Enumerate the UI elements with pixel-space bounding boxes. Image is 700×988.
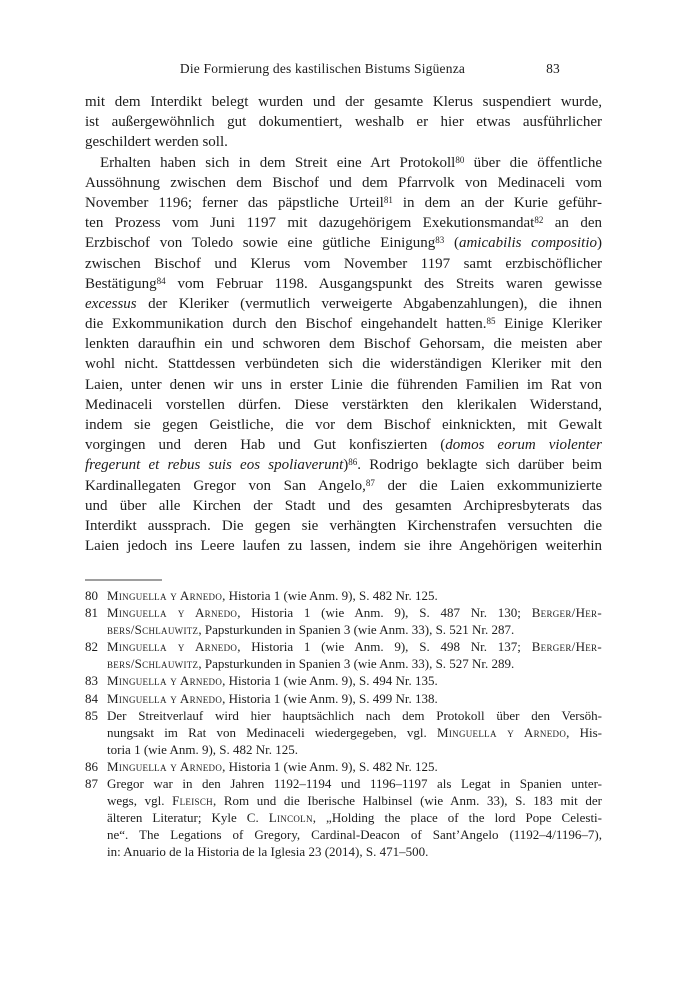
footnote-text: [107, 587, 602, 604]
text-line: [107, 690, 602, 707]
footnote-number: 83: [85, 673, 98, 689]
text-segment: , Papsturkunden in Spanien 3 (wie Anm. 33), S. 527 Nr. 289.: [198, 656, 515, 672]
text-line: [85, 455, 602, 475]
footnote-number: 81: [85, 605, 98, 621]
text-line: [85, 92, 602, 112]
italic-text: fregerunt et rebus suis eos spoliaverunt: [85, 457, 344, 474]
text-line: [85, 112, 602, 132]
smallcaps-text: bers/Schlauwitz: [107, 622, 199, 638]
text-segment: in dem an der Kurie geführ-: [392, 194, 602, 211]
text-line: [85, 193, 602, 213]
text-segment: die Exkommunikation durch den Bischof eingehandelt hatten.: [85, 316, 487, 333]
text-line: [107, 587, 602, 604]
italic-text: domos eorum violenter: [445, 437, 603, 454]
footnote-text: [107, 690, 602, 707]
footnote-ref: 85: [486, 316, 496, 327]
text-segment: , Historia 1 (wie Anm. 9), S. 487 Nr. 130;: [237, 605, 532, 621]
text-segment: , „Holding the place of the lord Pope Celesti-: [312, 810, 602, 826]
footnote-text: [107, 638, 602, 672]
smallcaps-text: Minguella y Arnedo: [107, 758, 223, 774]
footnote-ref: 86: [348, 457, 358, 468]
text-segment: Interdikt aussprach. Die gegen sie verhängten Kirchenstrafen versuchten die: [85, 517, 602, 534]
footnote-item: [85, 604, 602, 638]
text-line: [107, 707, 602, 724]
text-line: [85, 132, 602, 152]
text-segment: nungsakt im Rat von Medinaceli wiedergegeben, vgl.: [107, 724, 437, 740]
text-segment: Laien, unter denen wir uns in erster Linie die führenden Familien im Rat von: [85, 376, 602, 393]
text-segment: Einige Kleriker: [495, 316, 602, 333]
italic-text: amicabilis compositio: [458, 235, 598, 252]
text-segment: toria 1 (wie Anm. 9), S. 482 Nr. 125.: [107, 741, 299, 757]
text-segment: indem sie gegen Geistliche, die vor dem Bischof einknickten, mit Gewalt: [85, 417, 602, 433]
text-line: [85, 173, 602, 193]
text-segment: , Historia 1 (wie Anm. 9), S. 482 Nr. 125.: [222, 758, 438, 774]
text-segment: ten Prozess vom Juni 1197 mit dazugehörigem Exekutionsmandat: [85, 215, 535, 232]
smallcaps-text: Minguella y Arnedo: [437, 724, 567, 740]
text-line: [85, 354, 602, 374]
text-line: [85, 395, 602, 415]
smallcaps-text: Minguella y Arnedo: [107, 605, 238, 621]
text-line: [107, 775, 602, 792]
text-line: [107, 741, 602, 758]
text-segment: lenkten daraufhin ein und schworen dem Bischof Gehorsam, die meisten aber: [85, 336, 602, 353]
smallcaps-text: Minguella y Arnedo: [107, 588, 223, 603]
text-segment: Aussöhnung zwischen dem Bischof und dem Pfarrvolk von Medinaceli vom: [85, 174, 602, 191]
text-line: [85, 153, 602, 173]
text-line: [85, 375, 602, 395]
footnote-text: [107, 672, 602, 689]
text-line: [85, 213, 602, 233]
running-head: [85, 60, 560, 78]
text-line: [107, 621, 602, 638]
smallcaps-text: Berger/Her-: [531, 639, 602, 655]
footnotes-section: [85, 587, 602, 861]
footnote-text: [107, 758, 602, 775]
page-number: 83: [546, 61, 560, 76]
text-segment: der Kleriker (vermutlich verweigerte Abgabenzahlungen), die ihnen: [136, 295, 602, 312]
text-segment: , His-: [566, 724, 603, 740]
smallcaps-text: Fleisch: [172, 793, 213, 809]
smallcaps-text: Minguella y Arnedo: [107, 639, 238, 655]
text-segment: über die öffentliche: [464, 154, 602, 171]
footnote-text: [107, 604, 602, 638]
text-segment: Kardinallegaten Gregor von San Angelo,: [85, 477, 366, 494]
text-segment: wegs, vgl.: [107, 793, 173, 809]
text-line: [107, 758, 602, 775]
text-segment: älteren Literatur; Kyle C.: [107, 810, 269, 826]
text-line: [107, 843, 602, 860]
text-segment: (: [444, 235, 459, 252]
text-line: [107, 792, 602, 809]
text-line: [85, 233, 602, 253]
text-segment: ist außergewöhnlich gut dokumentiert, weshalb er hier etwas ausführlicher: [85, 114, 602, 131]
footnote-item: [85, 672, 602, 689]
text-segment: Medinaceli vorstellen dürfen. Diese verstärkten den klerikalen Widerstand,: [85, 396, 602, 413]
text-segment: . Rodrigo beklagte sich darüber beim: [357, 457, 603, 474]
text-line: [85, 254, 602, 274]
footnote-text: [107, 775, 602, 860]
text-segment: mit dem Interdikt belegt wurden und der gesamte Klerus suspendiert wurde,: [85, 94, 602, 110]
text-line: [107, 672, 602, 689]
text-segment: zwischen Bischof und Klerus vom November 1197 samt erzbischöflicher: [85, 255, 602, 272]
text-segment: wohl nicht. Stattdessen verbündeten sich die widerständigen Kleriker mit den: [85, 356, 602, 373]
paragraph: [85, 153, 602, 557]
smallcaps-text: Minguella y Arnedo: [107, 673, 223, 689]
footnote-item: [85, 775, 602, 860]
text-line: [85, 435, 602, 455]
text-segment: , Historia 1 (wie Anm. 9), S. 499 Nr. 138.: [222, 690, 438, 706]
footnote-number: 85: [85, 707, 98, 723]
text-segment: ): [343, 457, 349, 474]
footnote-ref: 83: [435, 235, 445, 246]
running-head-title: Die Formierung des kastilischen Bistums Sigüenza: [179, 61, 466, 76]
text-line: [107, 655, 602, 672]
text-segment: vom Februar 1198. Ausgangspunkt des Streits waren gewisse: [165, 275, 602, 292]
text-line: [85, 334, 602, 354]
smallcaps-text: Lincoln: [268, 810, 313, 826]
smallcaps-text: Berger/Her-: [531, 605, 602, 621]
footnote-item: [85, 587, 602, 604]
text-segment: an den: [543, 215, 602, 232]
footnote-number: 80: [85, 588, 98, 603]
text-segment: vorgingen und deren Hab und Gut konfiszierten (: [85, 437, 446, 454]
text-line: [107, 724, 602, 741]
smallcaps-text: bers/Schlauwitz: [107, 656, 199, 672]
text-line: [85, 496, 602, 516]
footnote-item: [85, 638, 602, 672]
text-segment: , Rom und die Iberische Halbinsel (wie Anm. 33), S. 183 mit der: [212, 793, 602, 809]
text-line: [107, 604, 602, 621]
text-segment: Erzbischof von Toledo sowie eine gütliche Einigung: [85, 235, 436, 252]
text-segment: und über alle Kirchen der Stadt und des gesamten Archipresbyterats das: [85, 497, 602, 514]
text-segment: , Historia 1 (wie Anm. 9), S. 498 Nr. 137;: [237, 639, 532, 655]
text-segment: Laien jedoch ins Leere laufen zu lassen, indem sie ihre Angehörigen weiterhin: [85, 538, 602, 555]
text-segment: Erhalten haben sich in dem Streit eine Art Protokoll: [100, 154, 456, 171]
text-segment: Bestätigung: [85, 275, 157, 292]
text-segment: , Historia 1 (wie Anm. 9), S. 494 Nr. 135.: [222, 673, 438, 689]
text-segment: Gregor war in den Jahren 1192–1194 und 1196–1197 als Legat in Spanien unter-: [107, 776, 602, 792]
footnote-ref: 84: [156, 275, 166, 286]
text-line: [85, 516, 602, 536]
text-line: [85, 274, 602, 294]
footnote-number: 82: [85, 639, 98, 655]
footnote-separator-rule: [85, 579, 162, 581]
text-line: [85, 314, 602, 334]
footnote-ref: 82: [534, 215, 544, 226]
text-segment: ne“. The Legations of Gregory, Cardinal-Deacon of Sant’Angelo (1192–4/1196–7),: [107, 827, 602, 843]
text-segment: Der Streitverlauf wird hier hauptsächlich nach dem Protokoll über den Versöh-: [107, 707, 602, 723]
text-line: [107, 809, 602, 826]
text-segment: , Papsturkunden in Spanien 3 (wie Anm. 33), S. 521 Nr. 287.: [198, 622, 515, 638]
footnote-number: 86: [85, 758, 98, 774]
footnote-text: [107, 707, 602, 758]
text-line: [85, 294, 602, 314]
text-segment: geschildert werden soll.: [85, 134, 228, 151]
footnote-item: [85, 707, 602, 758]
footnote-number: 84: [85, 690, 98, 706]
text-segment: , Historia 1 (wie Anm. 9), S. 482 Nr. 125.: [222, 588, 438, 603]
text-line: [85, 536, 602, 556]
text-segment: in: Anuario de la Historia de la Iglesia 23 (2014), S. 471–500.: [107, 844, 429, 860]
footnote-number: 87: [85, 776, 98, 792]
text-segment: November 1196; ferner das päpstliche Urteil: [85, 194, 384, 211]
text-segment: der die Laien exkommunizierte: [374, 477, 602, 494]
text-line: [107, 826, 602, 843]
footnote-ref: 81: [383, 194, 393, 205]
text-line: [85, 415, 602, 435]
smallcaps-text: Minguella y Arnedo: [107, 690, 223, 706]
footnote-item: [85, 690, 602, 707]
text-line: [85, 476, 602, 496]
footnote-ref: 87: [365, 477, 375, 488]
italic-text: excessus: [85, 295, 137, 312]
text-line: [107, 638, 602, 655]
text-segment: ): [597, 235, 603, 252]
paragraph: [85, 92, 602, 153]
footnote-ref: 80: [455, 154, 465, 165]
footnote-item: [85, 758, 602, 775]
body-text: [85, 92, 602, 556]
